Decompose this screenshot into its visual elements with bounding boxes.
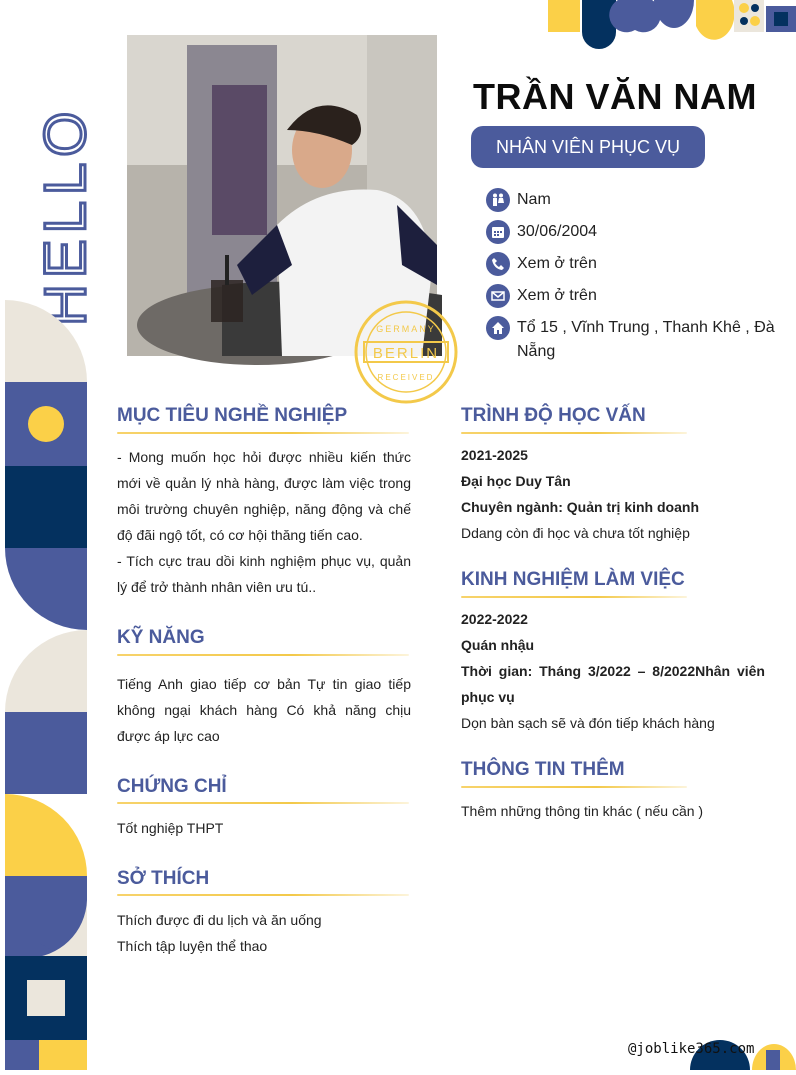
home-icon — [486, 316, 510, 340]
hello-title — [5, 50, 98, 330]
hello-text: HELLO — [33, 105, 98, 326]
info-address — [486, 316, 776, 364]
job-role-badge: NHÂN VIÊN PHỤC VỤ — [471, 126, 705, 168]
objective-line: - Tích cực trau dồi kinh nghiệm phục vụ, quản lý để trở thành nhân viên ưu tú.. — [117, 553, 411, 595]
experience-title: KINH NGHIỆM LÀM VIỆC — [461, 569, 685, 590]
email-icon — [486, 284, 510, 308]
info-email — [486, 284, 776, 308]
phone-icon — [486, 252, 510, 276]
extra-text: Thêm những thông tin khác ( nếu cần ) — [461, 803, 704, 819]
objective-line: - Mong muốn học hỏi được nhiều kiến thức mới về quản lý nhà hàng, được làm việc trong môi trường chuyên nghiệp, năng động và chế độ đãi ngộ tốt, có cơ hội thăng tiến cao. — [117, 449, 411, 543]
objective-text — [117, 444, 411, 600]
experience-period: 2022-2022 — [461, 611, 528, 627]
gender-icon — [486, 188, 510, 212]
education-text — [461, 442, 765, 546]
objective-underline — [117, 432, 409, 434]
stamp-top-text: GERMANY — [376, 324, 436, 334]
info-phone — [486, 252, 776, 276]
phone-text: Xem ở trên — [517, 255, 597, 272]
certificates-text: Tốt nghiệp THPT — [117, 820, 224, 836]
stamp-middle-text: BERLIN — [372, 345, 440, 362]
email-text: Xem ở trên — [517, 287, 597, 304]
hobbies-underline — [117, 894, 409, 896]
education-school: Đại học Duy Tân — [461, 473, 571, 489]
info-birthday — [486, 220, 776, 244]
certificates-title: CHỨNG CHỈ — [117, 776, 227, 797]
experience-underline — [461, 596, 687, 598]
education-underline — [461, 432, 687, 434]
experience-text — [461, 606, 765, 736]
extra-underline — [461, 786, 687, 788]
certificates-underline — [117, 802, 409, 804]
birthday-text: 30/06/2004 — [517, 223, 598, 240]
candidate-name: TRẦN VĂN NAM — [473, 76, 757, 117]
watermark-text: @joblike365.com — [628, 1041, 755, 1057]
calendar-icon — [486, 220, 510, 244]
top-decoration — [548, 0, 796, 32]
hobbies-text — [117, 907, 411, 959]
skills-title: KỸ NĂNG — [117, 627, 205, 648]
objective-title: MỤC TIÊU NGHỀ NGHIỆP — [117, 405, 348, 426]
education-major: Chuyên ngành: Quản trị kinh doanh — [461, 499, 699, 515]
extra-title: THÔNG TIN THÊM — [461, 759, 625, 780]
address-text: Tổ 15 , Vĩnh Trung , Thanh Khê , Đà Nẵng — [517, 319, 775, 360]
experience-company: Quán nhậu — [461, 637, 535, 653]
gender-text: Nam — [517, 191, 551, 208]
left-decoration-strip — [5, 300, 87, 1070]
berlin-stamp — [352, 298, 460, 406]
hobby-item: Thích được đi du lịch và ăn uống — [117, 912, 322, 928]
education-note: Ddang còn đi học và chưa tốt nghiệp — [461, 525, 690, 541]
info-gender — [486, 188, 776, 212]
hobby-item: Thích tập luyện thể thao — [117, 938, 268, 954]
experience-desc: Dọn bàn sạch sẽ và đón tiếp khách hàng — [461, 715, 715, 731]
stamp-bottom-text: RECEIVED — [377, 373, 435, 382]
hobbies-title: SỞ THÍCH — [117, 868, 210, 889]
experience-time: Thời gian: Tháng 3/2022 – 8/2022Nhân viên phục vụ — [461, 663, 765, 705]
education-period: 2021-2025 — [461, 447, 528, 463]
education-title: TRÌNH ĐỘ HỌC VẤN — [461, 405, 646, 426]
skills-underline — [117, 654, 409, 656]
skills-text: Tiếng Anh giao tiếp cơ bản Tự tin giao tiếp không ngại khách hàng Có khả năng chịu được áp lực cao — [117, 676, 411, 744]
